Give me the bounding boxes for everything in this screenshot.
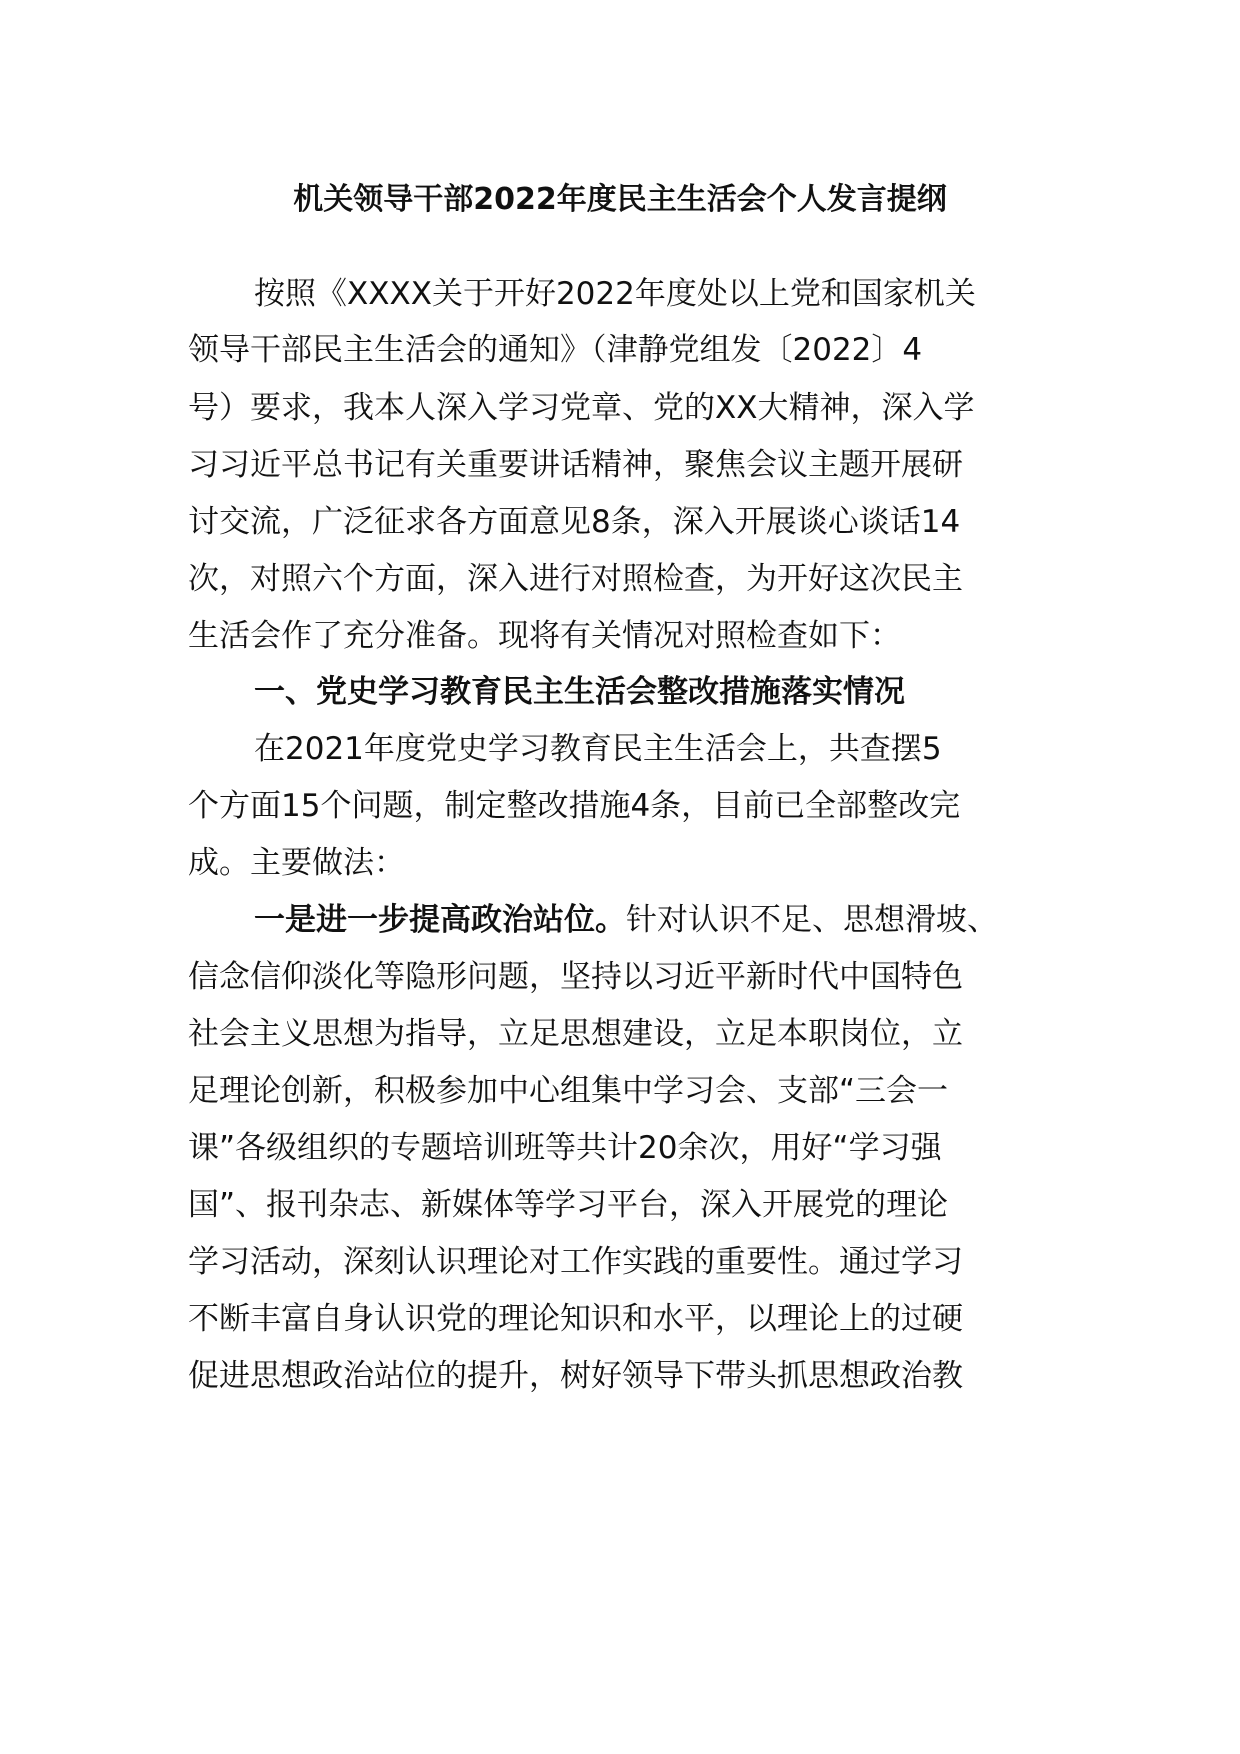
paragraph-line: 号）要求，我本人深入学习党章、党的XX大精神，深入学 xyxy=(188,390,975,426)
paragraph-line: 生活会作了充分准备。现将有关情况对照检查如下： xyxy=(188,618,901,654)
paragraph-line: 课”各级组织的专题培训班等共计20余次，用好“学习强 xyxy=(188,1130,942,1166)
point-text: 针对认识不足、思想滑坡、 xyxy=(626,902,998,938)
paragraph-line: 个方面15个问题，制定整改措施4条，目前已全部整改完 xyxy=(188,788,961,824)
paragraph-line: 次，对照六个方面，深入进行对照检查，为开好这次民主 xyxy=(188,561,963,597)
section-heading: 一、党史学习教育民主生活会整改措施落实情况 xyxy=(254,674,905,710)
paragraph-line: 信念信仰淡化等隐形问题，坚持以习近平新时代中国特色 xyxy=(188,959,963,995)
document-title: 机关领导干部2022年度民主生活会个人发言提纲 xyxy=(293,182,947,217)
paragraph-line: 学习活动，深刻认识理论对工作实践的重要性。通过学习 xyxy=(188,1244,963,1280)
paragraph-line: 不断丰富自身认识党的理论知识和水平，以理论上的过硬 xyxy=(188,1301,963,1337)
paragraph-line: 领导干部民主生活会的通知》（津静党组发〔2022〕4 xyxy=(188,332,923,368)
paragraph-line: 社会主义思想为指导，立足思想建设，立足本职岗位，立 xyxy=(188,1016,963,1052)
paragraph-line: 习习近平总书记有关重要讲话精神，聚焦会议主题开展研 xyxy=(188,447,963,483)
paragraph-line: 在2021年度党史学习教育民主生活会上，共查摆5 xyxy=(254,731,942,767)
paragraph-line: 按照《XXXX关于开好2022年度处以上党和国家机关 xyxy=(254,276,976,312)
paragraph-line: 足理论创新，积极参加中心组集中学习会、支部“三会一 xyxy=(188,1073,949,1109)
paragraph-line: 成。主要做法： xyxy=(188,845,405,881)
paragraph-line xyxy=(254,898,1134,942)
point-lead: 一是进一步提高政治站位。 xyxy=(254,902,626,938)
paragraph-line: 促进思想政治站位的提升，树好领导下带头抓思想政治教 xyxy=(188,1358,963,1394)
paragraph-line: 讨交流，广泛征求各方面意见8条，深入开展谈心谈话14 xyxy=(188,504,961,540)
paragraph-line: 国”、报刊杂志、新媒体等学习平台，深入开展党的理论 xyxy=(188,1187,949,1223)
